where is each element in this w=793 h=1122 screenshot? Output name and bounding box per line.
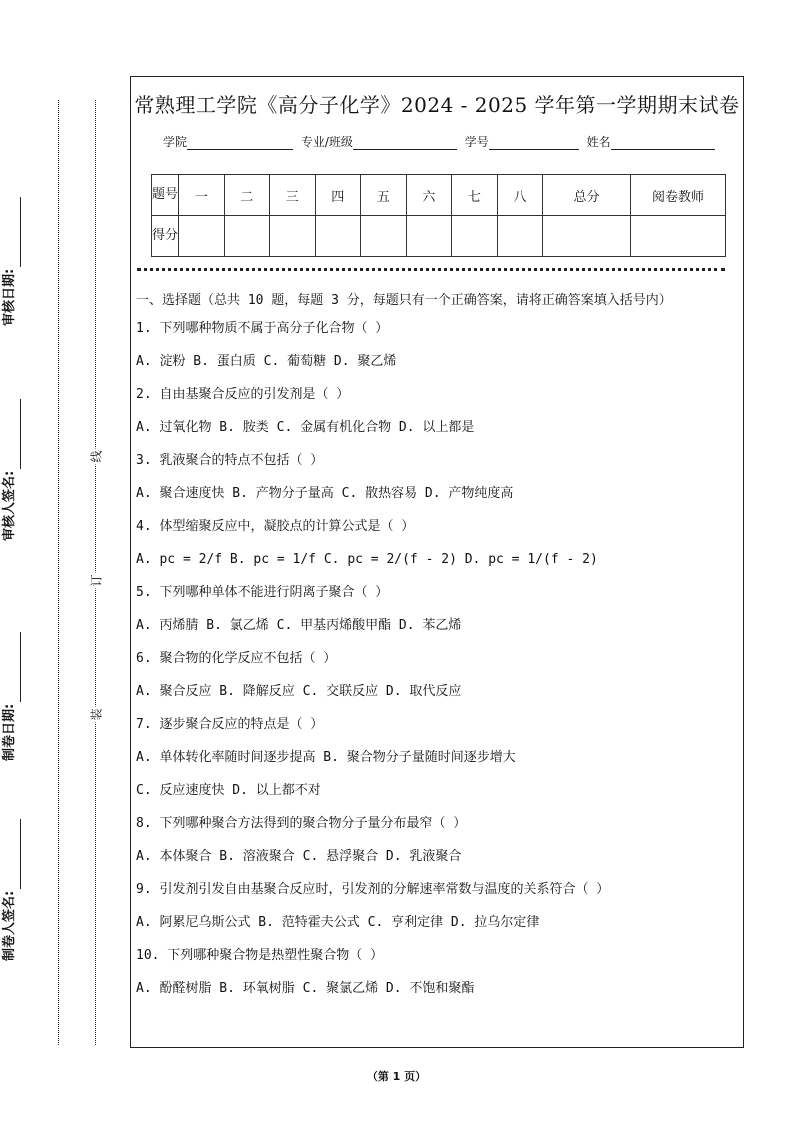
question-3: 3. 乳液聚合的特点不包括（ ） [136, 453, 324, 468]
question-9: 9. 引发剂引发自由基聚合反应时，引发剂的分解速率常数与温度的关系符合（ ） [136, 882, 610, 897]
options-8: A. 本体聚合 B. 溶液聚合 C. 悬浮聚合 D. 乳液聚合 [136, 849, 462, 864]
reviewer-sign-label: 审核人签名: [2, 470, 17, 541]
reviewer-sign-blank[interactable] [6, 399, 21, 469]
question-8: 8. 下列哪种聚合方法得到的聚合物分子量分布最窄（ ） [136, 816, 467, 831]
college-label: 学院 [163, 135, 188, 149]
options-4: A. pc = 2/f B. pc = 1/f C. pc = 2/(f - 2) D. pc = 1/(f - 2) [136, 552, 598, 567]
question-section [136, 289, 736, 1013]
reviewer-signature [0, 401, 21, 541]
page-number: （第 1 页） [366, 1070, 427, 1083]
maker-date-blank[interactable] [6, 632, 21, 702]
reviewer-date-blank[interactable] [6, 197, 21, 267]
options-7b: C. 反应速度快 D. 以上都不对 [136, 783, 321, 798]
row-head-question: 题号 [152, 175, 179, 216]
exam-title: 常熟理工学院《高分子化学》2024 - 2025 学年第一学期期末试卷 [134, 93, 740, 117]
options-2: A. 过氧化物 B. 胺类 C. 金属有机化合物 D. 以上都是 [136, 420, 475, 435]
maker-sign-blank[interactable] [6, 819, 21, 889]
question-2: 2. 自由基聚合反应的引发剂是（ ） [136, 387, 350, 402]
bind-char-bind: 装 [89, 708, 104, 721]
question-7: 7. 逐步聚合反应的特点是（ ） [136, 717, 324, 732]
options-9: A. 阿累尼乌斯公式 B. 范特霍夫公式 C. 亨利定律 D. 拉乌尔定律 [136, 915, 540, 930]
score-cell[interactable] [315, 216, 361, 257]
student-id-field[interactable] [489, 137, 579, 150]
reviewer-date-label: 审核日期: [2, 268, 17, 326]
question-6: 6. 聚合物的化学反应不包括（ ） [136, 651, 337, 666]
major-label: 专业/班级 [300, 135, 353, 149]
row-head-score: 得分 [152, 216, 179, 257]
name-label: 姓名 [586, 135, 611, 149]
maker-date [0, 621, 21, 761]
binding-margin [0, 0, 128, 1122]
score-cell[interactable] [406, 216, 452, 257]
name-field[interactable] [611, 137, 715, 150]
score-cell[interactable] [224, 216, 270, 257]
maker-sign-label: 制卷人签名: [2, 890, 17, 961]
major-field[interactable] [353, 137, 457, 150]
maker-signature [0, 821, 21, 961]
maker-date-label: 制卷日期: [2, 703, 17, 761]
options-6: A. 聚合反应 B. 降解反应 C. 交联反应 D. 取代反应 [136, 684, 462, 699]
col-grader: 阅卷教师 [631, 175, 726, 216]
question-5: 5. 下列哪种单体不能进行阴离子聚合（ ） [136, 585, 389, 600]
question-4: 4. 体型缩聚反应中，凝胶点的计算公式是（ ） [136, 519, 415, 534]
college-field[interactable] [187, 137, 293, 150]
score-cell-total[interactable] [543, 216, 631, 257]
col-3: 三 [270, 175, 316, 216]
col-5: 五 [361, 175, 407, 216]
score-cell[interactable] [497, 216, 543, 257]
score-table-score-row [152, 216, 726, 257]
score-cell[interactable] [179, 216, 225, 257]
options-7a: A. 单体转化率随时间逐步提高 B. 聚合物分子量随时间逐步增大 [136, 750, 516, 765]
score-cell[interactable] [361, 216, 407, 257]
col-total: 总分 [543, 175, 631, 216]
col-7: 七 [452, 175, 498, 216]
options-1: A. 淀粉 B. 蛋白质 C. 葡萄糖 D. 聚乙烯 [136, 354, 397, 369]
col-4: 四 [315, 175, 361, 216]
question-10: 10. 下列哪种聚合物是热塑性聚合物（ ） [136, 948, 384, 963]
score-cell[interactable] [270, 216, 316, 257]
id-label: 学号 [464, 135, 489, 149]
exam-frame [130, 76, 744, 1048]
question-1: 1. 下列哪种物质不属于高分子化合物（ ） [136, 321, 389, 336]
col-1: 一 [179, 175, 225, 216]
options-10: A. 酚醛树脂 B. 环氧树脂 C. 聚氯乙烯 D. 不饱和聚酯 [136, 981, 475, 996]
bind-char-line: 线 [89, 450, 104, 463]
section-heading: 一、选择题（总共 10 题，每题 3 分，每题只有一个正确答案，请将正确答案填入括号内） [136, 293, 672, 308]
col-2: 二 [224, 175, 270, 216]
score-cell-grader[interactable] [631, 216, 726, 257]
dotted-separator [137, 268, 725, 271]
options-5: A. 丙烯腈 B. 氯乙烯 C. 甲基丙烯酸甲酯 D. 苯乙烯 [136, 618, 462, 633]
score-cell[interactable] [452, 216, 498, 257]
binding-dotted-line-outer [58, 100, 59, 1045]
score-table [151, 174, 726, 257]
bind-char-staple: 订 [89, 574, 104, 587]
reviewer-date [0, 186, 21, 326]
score-table-header-row [152, 175, 726, 216]
col-6: 六 [406, 175, 452, 216]
options-3: A. 聚合速度快 B. 产物分子量高 C. 散热容易 D. 产物纯度高 [136, 486, 514, 501]
col-8: 八 [497, 175, 543, 216]
student-info-row [163, 133, 719, 150]
